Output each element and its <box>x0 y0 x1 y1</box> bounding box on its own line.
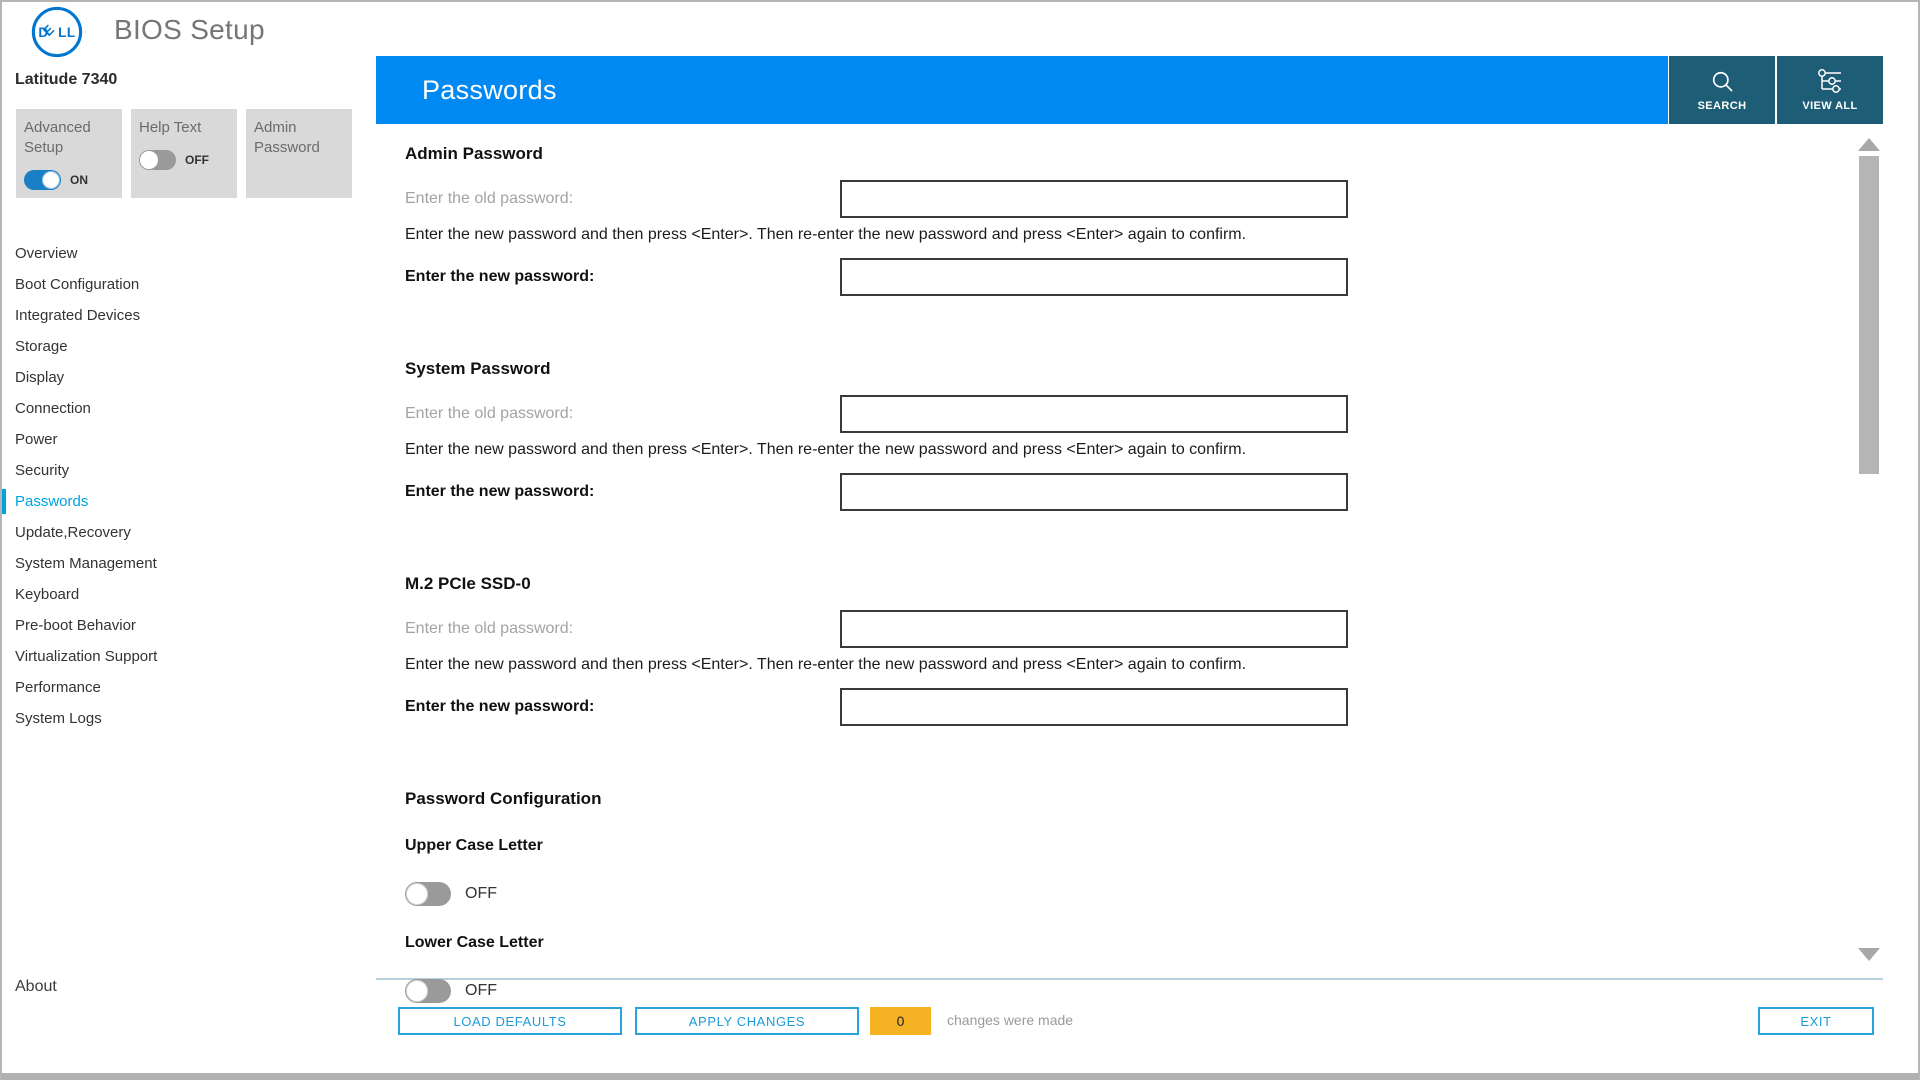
sidebar-nav-item-label: Display <box>15 369 65 386</box>
search-button-label: SEARCH <box>1697 100 1747 112</box>
tile-advanced-setup <box>16 109 122 198</box>
sidebar-nav-item-label: System Management <box>15 555 157 572</box>
password-config-toggle[interactable] <box>405 882 451 906</box>
new-password-input[interactable] <box>840 688 1348 726</box>
advanced-setup-state: ON <box>70 172 88 187</box>
sidebar-nav-item[interactable] <box>2 517 372 548</box>
new-password-input[interactable] <box>840 258 1348 296</box>
password-instruction: Enter the new password and then press <Enter>. Then re-enter the new password and press <Enter> again to confirm. <box>405 226 1247 243</box>
old-password-input[interactable] <box>840 180 1348 218</box>
password-config-item-label: Lower Case Letter <box>405 934 544 951</box>
sidebar-nav-item-label: Pre-boot Behavior <box>15 617 136 634</box>
old-password-label: Enter the old password: <box>405 190 574 207</box>
changes-count-badge: 0 <box>870 1007 931 1035</box>
tile-advanced-setup-label: Advanced Setup <box>24 119 91 156</box>
sidebar-nav-item[interactable] <box>2 238 372 269</box>
sidebar-nav <box>2 238 372 734</box>
toggle-knob <box>140 151 158 169</box>
sidebar-nav-item-label: Update,Recovery <box>15 524 131 541</box>
new-password-label: Enter the new password: <box>405 268 595 285</box>
password-instruction: Enter the new password and then press <Enter>. Then re-enter the new password and press <Enter> again to confirm. <box>405 441 1247 458</box>
apply-changes-button[interactable]: APPLY CHANGES <box>635 1007 859 1035</box>
tile-admin-password-label: Admin Password <box>254 119 320 156</box>
search-icon <box>1709 68 1736 95</box>
password-config-item <box>405 837 1883 906</box>
sidebar-nav-item-label: Boot Configuration <box>15 276 140 293</box>
old-password-label: Enter the old password: <box>405 620 574 637</box>
toggle-knob <box>406 883 428 905</box>
model-name: Latitude 7340 <box>15 71 118 88</box>
about-link[interactable]: About <box>15 978 57 995</box>
passwords-content-panel <box>376 124 1883 999</box>
sidebar-nav-item[interactable] <box>2 486 372 517</box>
sidebar-nav-item-label: Integrated Devices <box>15 307 141 324</box>
advanced-setup-toggle[interactable] <box>24 170 61 190</box>
password-instruction: Enter the new password and then press <Enter>. Then re-enter the new password and press <Enter> again to confirm. <box>405 656 1247 673</box>
help-text-state: OFF <box>185 152 209 167</box>
password-configuration-title: Password Configuration <box>405 789 602 808</box>
view-all-tree-icon <box>1814 68 1846 95</box>
sidebar-nav-item[interactable] <box>2 703 372 734</box>
quick-setting-tiles <box>16 109 352 198</box>
tile-help-text <box>131 109 237 198</box>
sidebar-nav-item-label: Overview <box>15 245 78 262</box>
help-text-toggle[interactable] <box>139 150 176 170</box>
sidebar-nav-item-label: System Logs <box>15 710 102 727</box>
sidebar-nav-item-label: Passwords <box>15 493 89 510</box>
view-all-button[interactable] <box>1777 56 1883 124</box>
sidebar-nav-item-label: Power <box>15 431 58 448</box>
password-section-title: M.2 PCIe SSD-0 <box>405 574 531 593</box>
sidebar-nav-item[interactable] <box>2 548 372 579</box>
sidebar-nav-item-label: Keyboard <box>15 586 80 603</box>
old-password-input[interactable] <box>840 395 1348 433</box>
exit-button[interactable]: EXIT <box>1758 1007 1874 1035</box>
dell-logo-icon <box>30 5 84 59</box>
sidebar-nav-item[interactable] <box>2 424 372 455</box>
view-all-button-label: VIEW ALL <box>1802 100 1858 112</box>
tile-admin-password[interactable] <box>246 109 352 198</box>
password-section <box>405 144 1883 296</box>
changes-status-text: changes were made <box>947 1012 1074 1028</box>
old-password-label: Enter the old password: <box>405 405 574 422</box>
tile-help-text-label: Help Text <box>139 119 202 136</box>
sidebar-nav-item[interactable] <box>2 331 372 362</box>
window-bottom-border <box>2 1073 1918 1080</box>
password-config-toggle-state: OFF <box>465 885 497 902</box>
sidebar-nav-item[interactable] <box>2 672 372 703</box>
search-button[interactable] <box>1669 56 1775 124</box>
sidebar-nav-item-label: Storage <box>15 338 68 355</box>
svg-text:DELL: DELL <box>38 21 76 40</box>
toggle-knob <box>42 171 60 189</box>
app-title: BIOS Setup <box>114 14 265 45</box>
scrollbar-down-arrow-icon[interactable] <box>1858 948 1880 961</box>
page-title: Passwords <box>422 74 557 105</box>
password-section-title: System Password <box>405 359 551 378</box>
password-configuration-section <box>405 789 1883 1003</box>
load-defaults-button[interactable]: LOAD DEFAULTS <box>398 1007 622 1035</box>
sidebar-nav-item[interactable] <box>2 393 372 424</box>
password-section <box>405 359 1883 511</box>
password-config-toggle-state: OFF <box>465 982 497 999</box>
sidebar-nav-item[interactable] <box>2 362 372 393</box>
password-config-item <box>405 934 1883 1003</box>
sidebar-nav-item[interactable] <box>2 269 372 300</box>
sidebar-nav-item-label: Performance <box>15 679 101 696</box>
new-password-label: Enter the new password: <box>405 698 595 715</box>
sidebar-nav-item[interactable] <box>2 641 372 672</box>
page-header <box>376 56 1668 124</box>
scrollbar-up-arrow-icon[interactable] <box>1858 138 1880 151</box>
sidebar-nav-item[interactable] <box>2 455 372 486</box>
toggle-knob <box>406 980 428 1002</box>
sidebar-nav-item[interactable] <box>2 300 372 331</box>
scrollbar-thumb[interactable] <box>1859 156 1879 474</box>
sidebar-nav-item-label: Security <box>15 462 70 479</box>
sidebar-nav-item[interactable] <box>2 610 372 641</box>
password-config-toggle[interactable] <box>405 979 451 1003</box>
new-password-label: Enter the new password: <box>405 483 595 500</box>
new-password-input[interactable] <box>840 473 1348 511</box>
old-password-input[interactable] <box>840 610 1348 648</box>
sidebar-nav-item[interactable] <box>2 579 372 610</box>
sidebar-nav-item-label: Virtualization Support <box>15 648 158 665</box>
sidebar-nav-item-label: Connection <box>15 400 91 417</box>
password-section-title: Admin Password <box>405 144 543 163</box>
password-section <box>405 574 1883 726</box>
password-config-item-label: Upper Case Letter <box>405 837 543 854</box>
